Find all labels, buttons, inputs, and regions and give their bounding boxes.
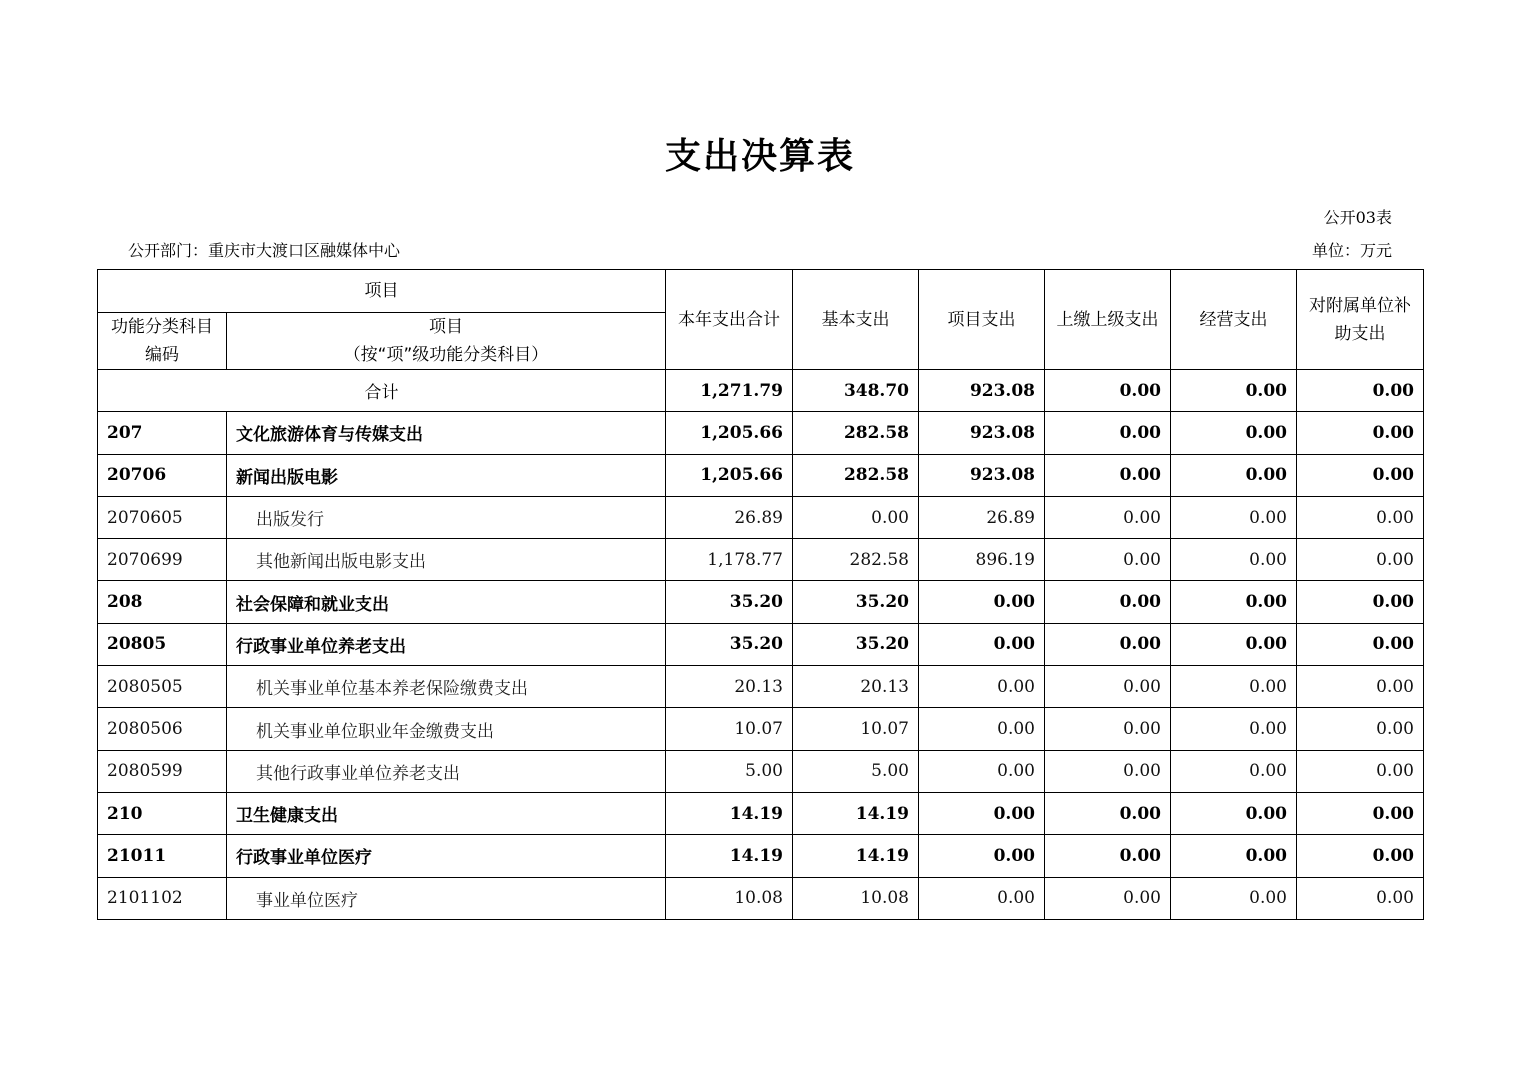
table-row [98, 454, 1424, 496]
cell-basic: 20.13 [793, 666, 919, 708]
cell-code: 2070699 [98, 539, 227, 581]
cell-basic: 14.19 [793, 835, 919, 877]
cell-business: 0.00 [1171, 750, 1297, 792]
cell-total: 10.08 [666, 877, 793, 919]
table-row [98, 496, 1424, 538]
cell-business: 0.00 [1171, 539, 1297, 581]
cell-subsidiary: 0.00 [1297, 496, 1424, 538]
table-row [98, 835, 1424, 877]
cell-subsidiary: 0.00 [1297, 750, 1424, 792]
total-basic: 348.70 [793, 370, 919, 412]
cell-project: 0.00 [919, 792, 1045, 834]
table-row [98, 708, 1424, 750]
cell-name: 新闻出版电影 [227, 454, 666, 496]
total-business: 0.00 [1171, 370, 1297, 412]
table-row [98, 581, 1424, 623]
cell-code: 2101102 [98, 877, 227, 919]
cell-project: 0.00 [919, 708, 1045, 750]
header-basic: 基本支出 [793, 270, 919, 370]
cell-basic: 282.58 [793, 412, 919, 454]
cell-code: 208 [98, 581, 227, 623]
cell-subsidiary: 0.00 [1297, 623, 1424, 665]
page-title: 支出决算表 [664, 136, 855, 177]
header-upper: 上缴上级支出 [1045, 270, 1171, 370]
cell-business: 0.00 [1171, 454, 1297, 496]
cell-basic: 14.19 [793, 792, 919, 834]
cell-upper: 0.00 [1045, 581, 1171, 623]
cell-basic: 35.20 [793, 623, 919, 665]
cell-upper: 0.00 [1045, 792, 1171, 834]
cell-total: 5.00 [666, 750, 793, 792]
cell-subsidiary: 0.00 [1297, 708, 1424, 750]
cell-name: 文化旅游体育与传媒支出 [227, 412, 666, 454]
header-item-name-line1: 项目 [429, 317, 463, 337]
cell-code: 2080599 [98, 750, 227, 792]
table-row [98, 412, 1424, 454]
cell-subsidiary: 0.00 [1297, 412, 1424, 454]
header-item-group: 项目 [98, 270, 666, 313]
cell-business: 0.00 [1171, 412, 1297, 454]
table-row [98, 750, 1424, 792]
cell-code: 2080505 [98, 666, 227, 708]
table-row [98, 539, 1424, 581]
cell-name: 行政事业单位养老支出 [227, 623, 666, 665]
header-business: 经营支出 [1171, 270, 1297, 370]
cell-basic: 35.20 [793, 581, 919, 623]
cell-business: 0.00 [1171, 666, 1297, 708]
cell-total: 1,205.66 [666, 412, 793, 454]
total-row [98, 370, 1424, 412]
cell-upper: 0.00 [1045, 454, 1171, 496]
cell-basic: 0.00 [793, 496, 919, 538]
cell-upper: 0.00 [1045, 496, 1171, 538]
total-project: 923.08 [919, 370, 1045, 412]
cell-name: 事业单位医疗 [227, 877, 666, 919]
cell-project: 0.00 [919, 835, 1045, 877]
cell-code: 207 [98, 412, 227, 454]
cell-upper: 0.00 [1045, 835, 1171, 877]
table-row [98, 666, 1424, 708]
cell-subsidiary: 0.00 [1297, 666, 1424, 708]
cell-subsidiary: 0.00 [1297, 792, 1424, 834]
cell-total: 35.20 [666, 623, 793, 665]
cell-project: 923.08 [919, 454, 1045, 496]
cell-business: 0.00 [1171, 792, 1297, 834]
cell-subsidiary: 0.00 [1297, 877, 1424, 919]
cell-business: 0.00 [1171, 708, 1297, 750]
cell-upper: 0.00 [1045, 412, 1171, 454]
total-total: 1,271.79 [666, 370, 793, 412]
cell-total: 14.19 [666, 835, 793, 877]
cell-name: 卫生健康支出 [227, 792, 666, 834]
cell-total: 20.13 [666, 666, 793, 708]
cell-total: 35.20 [666, 581, 793, 623]
cell-name: 机关事业单位基本养老保险缴费支出 [227, 666, 666, 708]
cell-business: 0.00 [1171, 581, 1297, 623]
cell-business: 0.00 [1171, 496, 1297, 538]
cell-project: 896.19 [919, 539, 1045, 581]
cell-total: 1,178.77 [666, 539, 793, 581]
cell-project: 0.00 [919, 877, 1045, 919]
cell-total: 1,205.66 [666, 454, 793, 496]
cell-business: 0.00 [1171, 877, 1297, 919]
header-item-name-line2: （按“项”级功能分类科目） [343, 345, 549, 365]
total-label: 合计 [98, 370, 666, 412]
cell-code: 20706 [98, 454, 227, 496]
cell-code: 20805 [98, 623, 227, 665]
table-row [98, 877, 1424, 919]
cell-name: 机关事业单位职业年金缴费支出 [227, 708, 666, 750]
cell-name: 其他新闻出版电影支出 [227, 539, 666, 581]
cell-subsidiary: 0.00 [1297, 539, 1424, 581]
cell-project: 0.00 [919, 666, 1045, 708]
expenditure-table [97, 269, 1424, 920]
cell-basic: 10.07 [793, 708, 919, 750]
cell-code: 2070605 [98, 496, 227, 538]
header-item-name [227, 313, 666, 370]
cell-upper: 0.00 [1045, 539, 1171, 581]
table-row [98, 623, 1424, 665]
unit-label: 单位：万元 [1311, 241, 1392, 260]
cell-name: 行政事业单位医疗 [227, 835, 666, 877]
cell-code: 210 [98, 792, 227, 834]
cell-subsidiary: 0.00 [1297, 454, 1424, 496]
cell-upper: 0.00 [1045, 708, 1171, 750]
cell-total: 14.19 [666, 792, 793, 834]
cell-business: 0.00 [1171, 835, 1297, 877]
cell-basic: 282.58 [793, 539, 919, 581]
cell-code: 2080506 [98, 708, 227, 750]
cell-basic: 5.00 [793, 750, 919, 792]
total-upper: 0.00 [1045, 370, 1171, 412]
department-label: 公开部门：重庆市大渡口区融媒体中心 [128, 241, 401, 260]
cell-name: 出版发行 [227, 496, 666, 538]
cell-subsidiary: 0.00 [1297, 835, 1424, 877]
cell-project: 26.89 [919, 496, 1045, 538]
table-code: 公开03表 [1323, 208, 1392, 227]
cell-upper: 0.00 [1045, 666, 1171, 708]
cell-project: 0.00 [919, 581, 1045, 623]
header-project: 项目支出 [919, 270, 1045, 370]
header-subsidiary: 对附属单位补助支出 [1297, 270, 1424, 370]
cell-basic: 282.58 [793, 454, 919, 496]
cell-business: 0.00 [1171, 623, 1297, 665]
cell-project: 0.00 [919, 623, 1045, 665]
table-row [98, 792, 1424, 834]
cell-total: 26.89 [666, 496, 793, 538]
cell-upper: 0.00 [1045, 623, 1171, 665]
cell-upper: 0.00 [1045, 750, 1171, 792]
cell-code: 21011 [98, 835, 227, 877]
cell-name: 其他行政事业单位养老支出 [227, 750, 666, 792]
cell-project: 923.08 [919, 412, 1045, 454]
header-func-code: 功能分类科目编码 [98, 313, 227, 370]
cell-name: 社会保障和就业支出 [227, 581, 666, 623]
cell-total: 10.07 [666, 708, 793, 750]
cell-project: 0.00 [919, 750, 1045, 792]
cell-subsidiary: 0.00 [1297, 581, 1424, 623]
cell-upper: 0.00 [1045, 877, 1171, 919]
cell-basic: 10.08 [793, 877, 919, 919]
total-subsidiary: 0.00 [1297, 370, 1424, 412]
header-total: 本年支出合计 [666, 270, 793, 370]
